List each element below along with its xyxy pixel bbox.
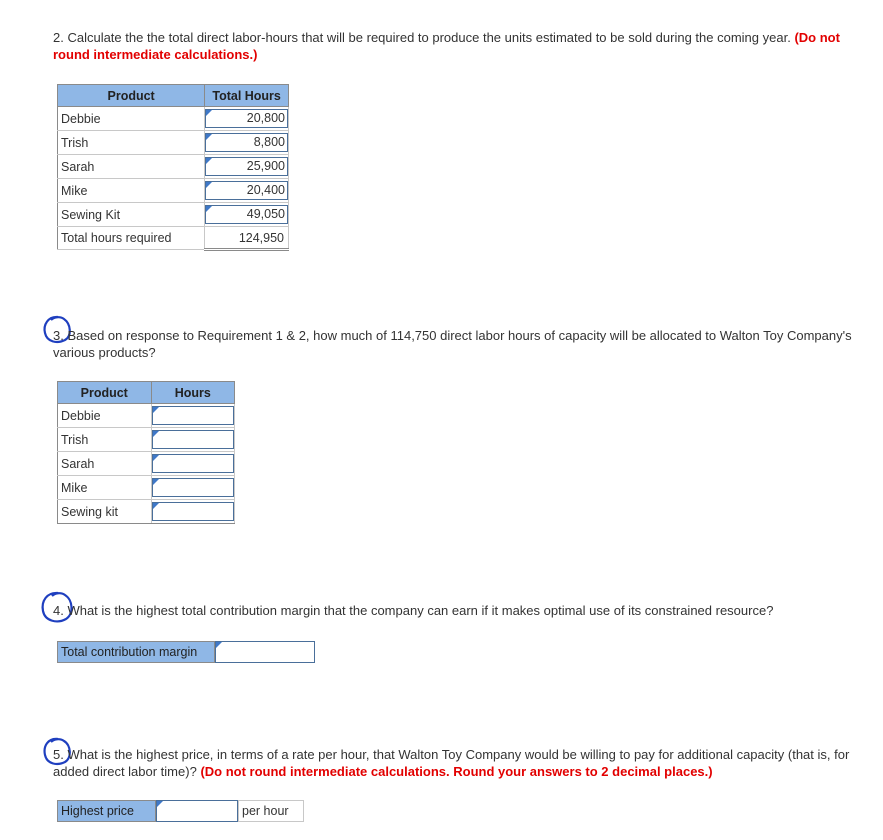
q2-emphasis: (Do not round intermediate calculations.)	[53, 30, 840, 62]
input-flag-icon	[206, 182, 212, 188]
input-flag-icon	[157, 801, 163, 807]
hours-input[interactable]	[152, 406, 235, 425]
q2-header-total-hours: Total Hours	[205, 85, 289, 107]
input-flag-icon	[206, 158, 212, 164]
row-label: Trish	[58, 131, 205, 155]
highest-price-input[interactable]	[156, 800, 238, 822]
row-label: Sewing Kit	[58, 203, 205, 227]
total-row	[58, 227, 289, 250]
row-label: Debbie	[58, 107, 205, 131]
table-row	[58, 203, 289, 227]
total-value: 124,950	[205, 227, 289, 250]
total-hours-input[interactable]	[205, 109, 288, 128]
input-flag-icon	[153, 407, 159, 413]
row-label: Trish	[58, 428, 152, 452]
q2-hours-table	[57, 84, 289, 251]
q5-emphasis: (Do not round intermediate calculations. Round your answers to 2 decimal places.)	[200, 764, 713, 779]
input-flag-icon	[206, 134, 212, 140]
input-flag-icon	[216, 642, 222, 648]
q2-header-product: Product	[58, 85, 205, 107]
table-row	[58, 476, 235, 500]
q2-prompt	[53, 29, 878, 63]
hours-input[interactable]	[152, 502, 235, 521]
table-row	[58, 155, 289, 179]
table-row	[58, 500, 235, 524]
q3-prompt: 3. Based on response to Requirement 1 & 2, how much of 114,750 direct labor hours of capacity will be allocated to Walton Toy Company's various products?	[53, 328, 852, 360]
q3-header-row	[58, 382, 235, 404]
q2-text: 2. Calculate the the total direct labor-hours that will be required to produce the units estimated to be sold during the coming year.	[53, 30, 791, 45]
hours-input[interactable]	[152, 430, 235, 449]
row-label: Mike	[58, 179, 205, 203]
input-value: 20,800	[246, 111, 285, 125]
highest-price-label: Highest price	[57, 800, 156, 822]
q3-header-hours: Hours	[151, 382, 235, 404]
table-row	[58, 131, 289, 155]
per-hour-unit-label: per hour	[238, 800, 304, 822]
q5-prompt	[53, 746, 878, 780]
input-value: 8,800	[253, 135, 285, 149]
row-label: Sewing kit	[58, 500, 152, 524]
table-row	[58, 179, 289, 203]
row-label: Mike	[58, 476, 152, 500]
total-hours-input[interactable]	[205, 157, 288, 176]
table-row	[58, 107, 289, 131]
q5-text: 5. What is the highest price, in terms of a rate per hour, that Walton Toy Company would be willing to pay for additional capacity (that is, for added direct labor time)?	[53, 747, 850, 779]
input-flag-icon	[153, 455, 159, 461]
q3-header-product: Product	[58, 382, 152, 404]
total-hours-input[interactable]	[205, 181, 288, 200]
row-label: Sarah	[58, 155, 205, 179]
row-label: Sarah	[58, 452, 152, 476]
input-flag-icon	[206, 206, 212, 212]
input-flag-icon	[153, 479, 159, 485]
input-flag-icon	[153, 503, 159, 509]
total-hours-input[interactable]	[205, 133, 288, 152]
input-flag-icon	[153, 431, 159, 437]
row-label: Debbie	[58, 404, 152, 428]
input-value: 20,400	[246, 183, 285, 197]
table-row	[58, 404, 235, 428]
table-row	[58, 428, 235, 452]
hours-input[interactable]	[152, 478, 235, 497]
table-row	[58, 452, 235, 476]
total-contribution-margin-input[interactable]	[215, 641, 315, 663]
q2-header-row	[58, 85, 289, 107]
total-label: Total hours required	[58, 227, 205, 250]
input-value: 49,050	[246, 207, 285, 221]
input-value: 25,900	[246, 159, 285, 173]
hours-input[interactable]	[152, 454, 235, 473]
q4-prompt: 4. What is the highest total contribution margin that the company can earn if it makes optimal use of its constrained resource?	[53, 603, 774, 618]
total-contribution-margin-label: Total contribution margin	[57, 641, 215, 663]
q3-hours-table	[57, 381, 235, 524]
total-hours-input[interactable]	[205, 205, 288, 224]
input-flag-icon	[206, 110, 212, 116]
